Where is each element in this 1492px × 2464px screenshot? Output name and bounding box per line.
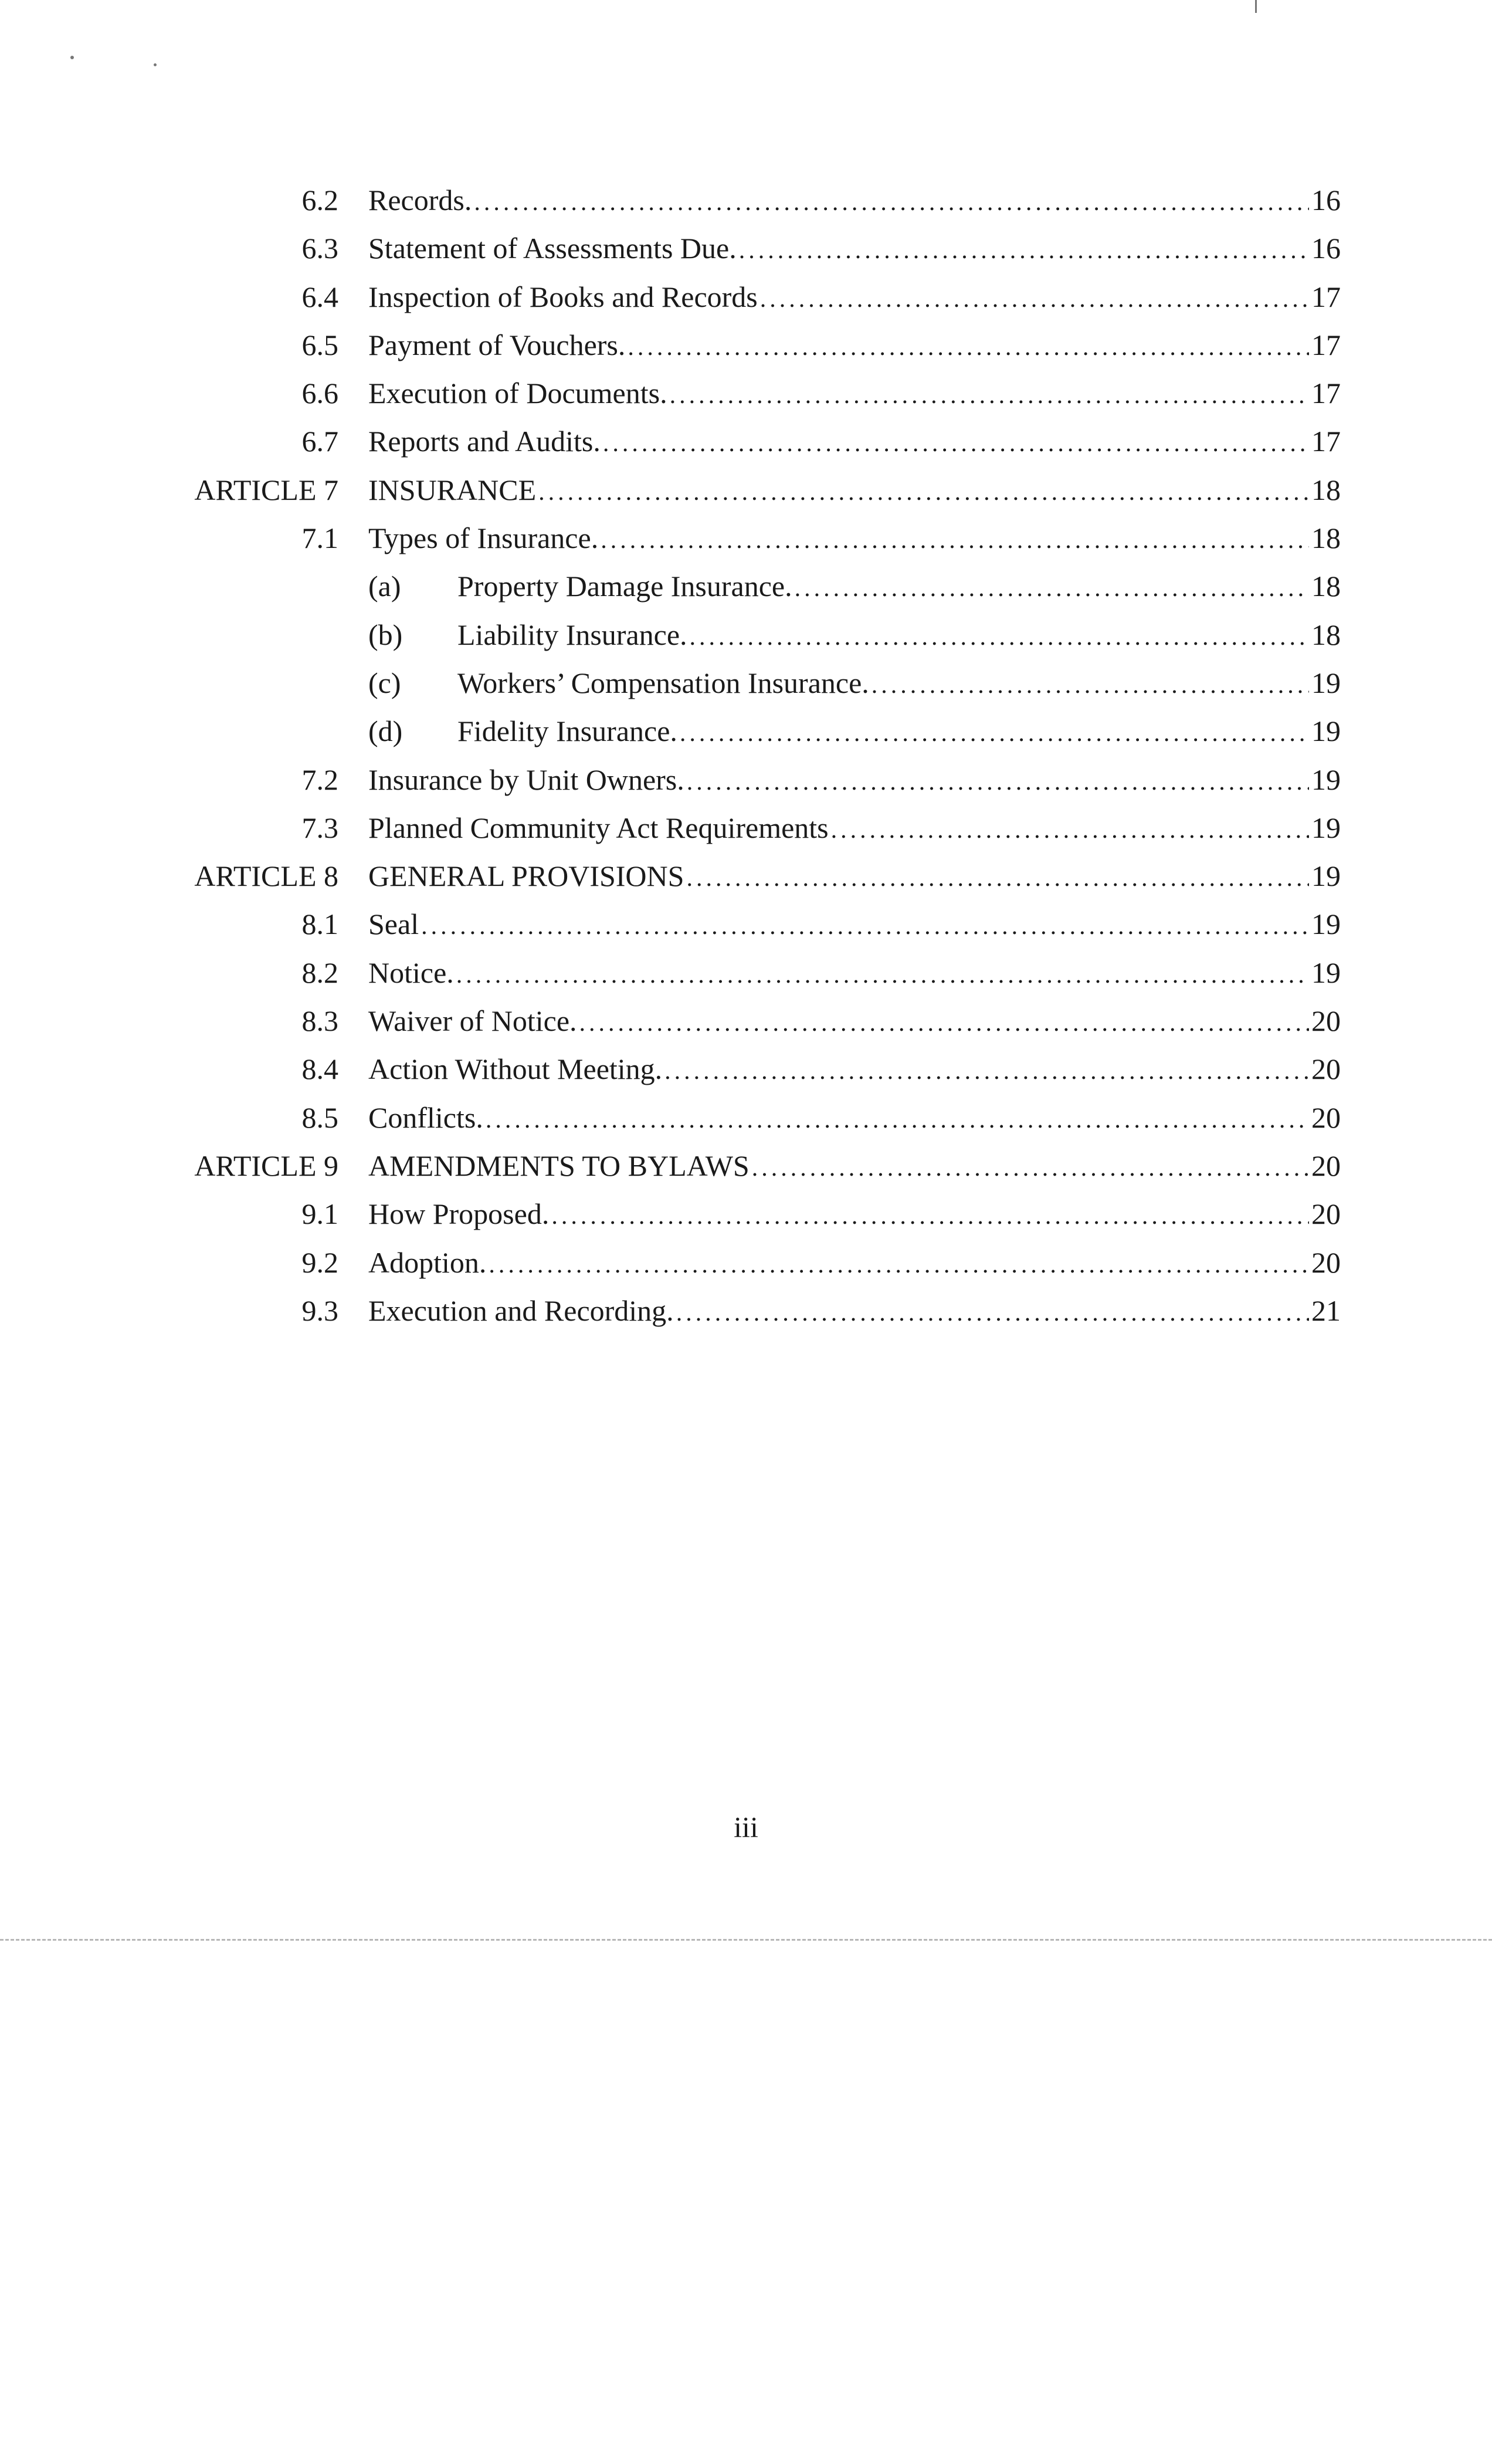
toc-entry-page: 17 — [1311, 328, 1341, 361]
dot-leader — [486, 1096, 1309, 1144]
toc-article-title: GENERAL PROVISIONS — [368, 859, 684, 893]
toc-entry-number: 9.3 — [301, 1294, 338, 1327]
toc-entry-title: Execution of Documents. — [368, 377, 667, 410]
toc-entry-title: Adoption. — [368, 1245, 487, 1279]
toc-entry-title: Reports and Audits. — [368, 425, 601, 458]
scan-artifact-line — [0, 1939, 1492, 1941]
page-number: iii — [734, 1810, 758, 1843]
toc-article-heading — [0, 852, 1492, 900]
toc-entry-title: Execution and Recording. — [368, 1294, 674, 1327]
toc-entry-title: Types of Insurance. — [368, 522, 599, 555]
toc-entry-page: 17 — [1311, 377, 1341, 410]
toc-entry-page: 18 — [1311, 570, 1341, 603]
dot-leader — [551, 1192, 1309, 1240]
toc-subentry-letter: (c) — [368, 666, 401, 699]
toc-entry-title: Planned Community Act Requirements — [368, 811, 829, 844]
toc-entry-title: Liability Insurance. — [457, 618, 687, 651]
toc-entry-title: Workers’ Compensation Insurance. — [457, 666, 869, 699]
toc-entry-title: Property Damage Insurance. — [457, 570, 792, 603]
toc-entry — [0, 1190, 1492, 1238]
dot-leader — [456, 951, 1309, 999]
dot-leader — [831, 806, 1309, 854]
dot-leader — [489, 1241, 1309, 1289]
toc-entry-number: 8.1 — [301, 908, 338, 941]
toc-entry — [0, 417, 1492, 465]
toc-entry-page: 19 — [1311, 811, 1341, 844]
toc-entry-title: Records. — [368, 184, 472, 216]
toc-entry-page: 17 — [1311, 280, 1341, 313]
toc-entry — [0, 1287, 1492, 1335]
toc-entry-page: 20 — [1311, 1004, 1341, 1038]
toc-entry — [0, 804, 1492, 852]
toc-article-heading — [0, 1142, 1492, 1190]
toc-entry-title: How Proposed. — [368, 1197, 550, 1231]
dot-leader — [664, 1047, 1309, 1095]
scan-speck — [1255, 0, 1257, 13]
toc-entry — [0, 997, 1492, 1045]
scan-speck — [70, 56, 74, 59]
dot-leader — [872, 661, 1309, 709]
dot-leader — [680, 709, 1309, 757]
toc-article-title: AMENDMENTS TO BYLAWS — [368, 1149, 750, 1182]
toc-entry-number: 6.2 — [301, 184, 338, 216]
toc-entry-page: 20 — [1311, 1101, 1341, 1134]
toc-entry-title: Waiver of Notice. — [368, 1004, 577, 1038]
toc-entry-number: 8.3 — [301, 1004, 338, 1038]
toc-entry-title: Inspection of Books and Records — [368, 280, 758, 313]
toc-entry-number: 9.2 — [301, 1245, 338, 1279]
toc-subentry-letter: (b) — [368, 618, 403, 651]
toc-entry — [0, 756, 1492, 804]
toc-entry-number: 6.4 — [301, 280, 338, 313]
dot-leader — [795, 564, 1309, 612]
toc-entry-number: 6.5 — [301, 328, 338, 361]
toc-subentry-letter: (a) — [368, 570, 401, 603]
toc-entry-number: 7.1 — [301, 522, 338, 555]
toc-entry — [0, 369, 1492, 417]
toc-entry-number: 6.6 — [301, 377, 338, 410]
dot-leader — [670, 371, 1309, 419]
toc-entry-page: 19 — [1311, 908, 1341, 941]
toc-entry — [0, 949, 1492, 997]
toc-entry — [0, 176, 1492, 224]
toc-entry — [0, 514, 1492, 562]
dot-leader — [690, 613, 1309, 661]
toc-entry-title: Notice. — [368, 956, 454, 989]
toc-article-number: ARTICLE 9 — [194, 1149, 338, 1182]
scan-speck — [154, 63, 157, 66]
toc-entry-title: Seal — [368, 908, 419, 941]
toc-entry — [0, 1045, 1492, 1093]
toc-entry-page: 20 — [1311, 1245, 1341, 1279]
dot-leader — [603, 419, 1309, 468]
toc-entry-number: 6.3 — [301, 232, 338, 265]
toc-entry-page: 19 — [1311, 666, 1341, 699]
toc-entry-title: Statement of Assessments Due. — [368, 232, 737, 265]
dot-leader — [601, 516, 1309, 564]
toc-entry-number: 7.2 — [301, 763, 338, 796]
toc-entry-title: Conflicts. — [368, 1101, 483, 1134]
toc-entry-page: 18 — [1311, 473, 1341, 506]
dot-leader — [676, 1289, 1309, 1337]
toc-entry — [0, 1094, 1492, 1142]
toc-subentry — [0, 611, 1492, 659]
toc-entry — [0, 1238, 1492, 1287]
dot-leader — [474, 178, 1309, 226]
toc-entry-title: Fidelity Insurance. — [457, 715, 677, 748]
toc-entry-number: 6.7 — [301, 425, 338, 458]
toc-entry — [0, 321, 1492, 369]
toc-subentry — [0, 659, 1492, 707]
dot-leader — [760, 275, 1309, 323]
toc-entry-number: 8.2 — [301, 956, 338, 989]
toc-subentry-letter: (d) — [368, 715, 403, 748]
toc-entry-title: Payment of Vouchers. — [368, 328, 626, 361]
toc-entry — [0, 224, 1492, 272]
toc-entry-page: 20 — [1311, 1052, 1341, 1086]
toc-entry-number: 8.5 — [301, 1101, 338, 1134]
toc-entry-page: 16 — [1311, 232, 1341, 265]
table-of-contents — [0, 176, 1492, 1335]
toc-subentry — [0, 562, 1492, 610]
toc-entry-title: Action Without Meeting. — [368, 1052, 663, 1086]
toc-entry — [0, 900, 1492, 948]
toc-entry-page: 19 — [1311, 956, 1341, 989]
dot-leader — [752, 1144, 1309, 1192]
toc-entry-number: 8.4 — [301, 1052, 338, 1086]
toc-entry-page: 19 — [1311, 859, 1341, 893]
dot-leader — [686, 854, 1309, 902]
toc-entry — [0, 273, 1492, 321]
toc-entry-title: Insurance by Unit Owners. — [368, 763, 684, 796]
toc-entry-page: 19 — [1311, 763, 1341, 796]
toc-entry-number: 9.1 — [301, 1197, 338, 1231]
toc-subentry — [0, 707, 1492, 755]
toc-entry-page: 21 — [1311, 1294, 1341, 1327]
dot-leader — [421, 902, 1309, 950]
dot-leader — [579, 999, 1309, 1047]
toc-entry-page: 20 — [1311, 1149, 1341, 1182]
toc-entry-number: 7.3 — [301, 811, 338, 844]
toc-article-heading — [0, 466, 1492, 514]
toc-article-title: INSURANCE — [368, 473, 537, 506]
toc-article-number: ARTICLE 8 — [194, 859, 338, 893]
dot-leader — [538, 468, 1309, 516]
toc-article-number: ARTICLE 7 — [194, 473, 338, 506]
toc-entry-page: 18 — [1311, 618, 1341, 651]
toc-entry-page: 17 — [1311, 425, 1341, 458]
toc-entry-page: 16 — [1311, 184, 1341, 216]
toc-entry-page: 19 — [1311, 715, 1341, 748]
dot-leader — [628, 323, 1309, 371]
toc-entry-page: 20 — [1311, 1197, 1341, 1231]
dot-leader — [687, 758, 1309, 806]
toc-entry-page: 18 — [1311, 522, 1341, 555]
dot-leader — [739, 226, 1309, 275]
